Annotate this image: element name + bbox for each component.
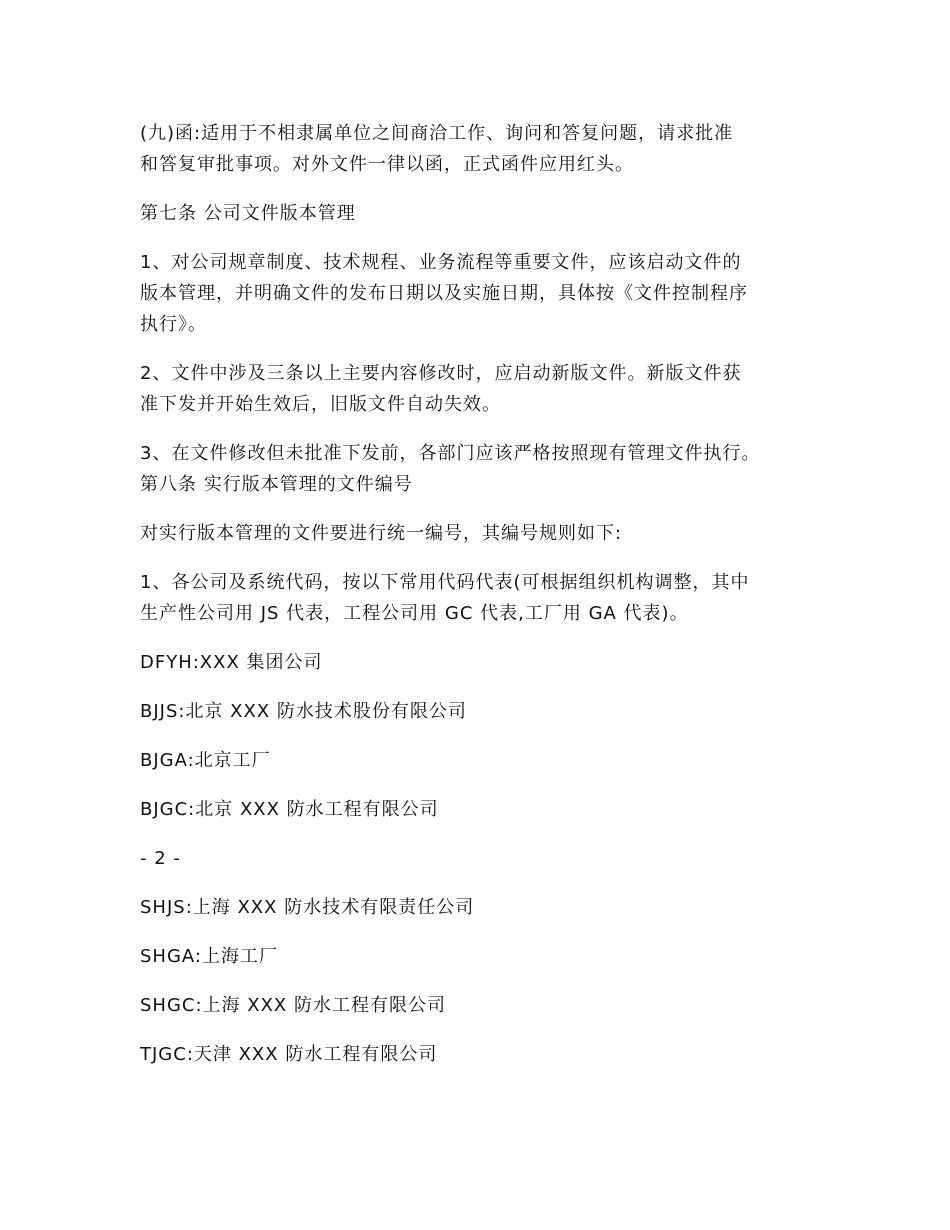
text-line: TJGC:天津 XXX 防水工程有限公司 [140, 1044, 438, 1065]
paragraph [140, 247, 820, 340]
paragraph [140, 843, 820, 874]
text-line: SHGC:上海 XXX 防水工程有限公司 [140, 995, 446, 1016]
paragraph [140, 892, 820, 923]
text-line: - 2 - [140, 848, 181, 869]
paragraph [140, 438, 820, 500]
paragraph [140, 1039, 820, 1070]
paragraph [140, 518, 820, 549]
text-line: DFYH:XXX 集团公司 [140, 652, 323, 673]
text-line: 和答复审批事项。对外文件一律以函，正式函件应用红头。 [140, 154, 634, 175]
text-line: (九)函:适用于不相隶属单位之间商洽工作、询问和答复问题，请求批准 [140, 123, 734, 144]
paragraph [140, 358, 820, 420]
text-line: 准下发并开始生效后，旧版文件自动失效。 [140, 394, 501, 415]
paragraph [140, 794, 820, 825]
text-line: 第八条 实行版本管理的文件编号 [140, 474, 413, 495]
paragraph [140, 696, 820, 727]
text-line: 版本管理，并明确文件的发布日期以及实施日期，具体按《文件控制程序 [140, 283, 748, 304]
text-line: SHJS:上海 XXX 防水技术有限责任公司 [140, 897, 475, 918]
paragraph [140, 118, 820, 180]
text-line: 对实行版本管理的文件要进行统一编号，其编号规则如下: [140, 523, 623, 544]
document-body [140, 118, 820, 1088]
text-line: 第七条 公司文件版本管理 [140, 203, 356, 224]
text-line: SHGA:上海工厂 [140, 946, 278, 967]
paragraph [140, 941, 820, 972]
text-line: 2、文件中涉及三条以上主要内容修改时，应启动新版文件。新版文件获 [140, 363, 742, 384]
paragraph [140, 647, 820, 678]
paragraph [140, 745, 820, 776]
text-line: BJGC:北京 XXX 防水工程有限公司 [140, 799, 439, 820]
paragraph [140, 567, 820, 629]
text-line: BJJS:北京 XXX 防水技术股份有限公司 [140, 701, 467, 722]
paragraph [140, 198, 820, 229]
paragraph [140, 990, 820, 1021]
text-line: 生产性公司用 JS 代表，工程公司用 GC 代表,工厂用 GA 代表)。 [140, 603, 689, 624]
text-line: 1、各公司及系统代码，按以下常用代码代表(可根据组织机构调整，其中 [140, 572, 750, 593]
text-line: 执行》。 [140, 314, 207, 335]
text-line: 3、在文件修改但未批准下发前，各部门应该严格按照现有管理文件执行。 [140, 443, 761, 464]
text-line: 1、对公司规章制度、技术规程、业务流程等重要文件，应该启动文件的 [140, 252, 742, 273]
text-line: BJGA:北京工厂 [140, 750, 271, 771]
